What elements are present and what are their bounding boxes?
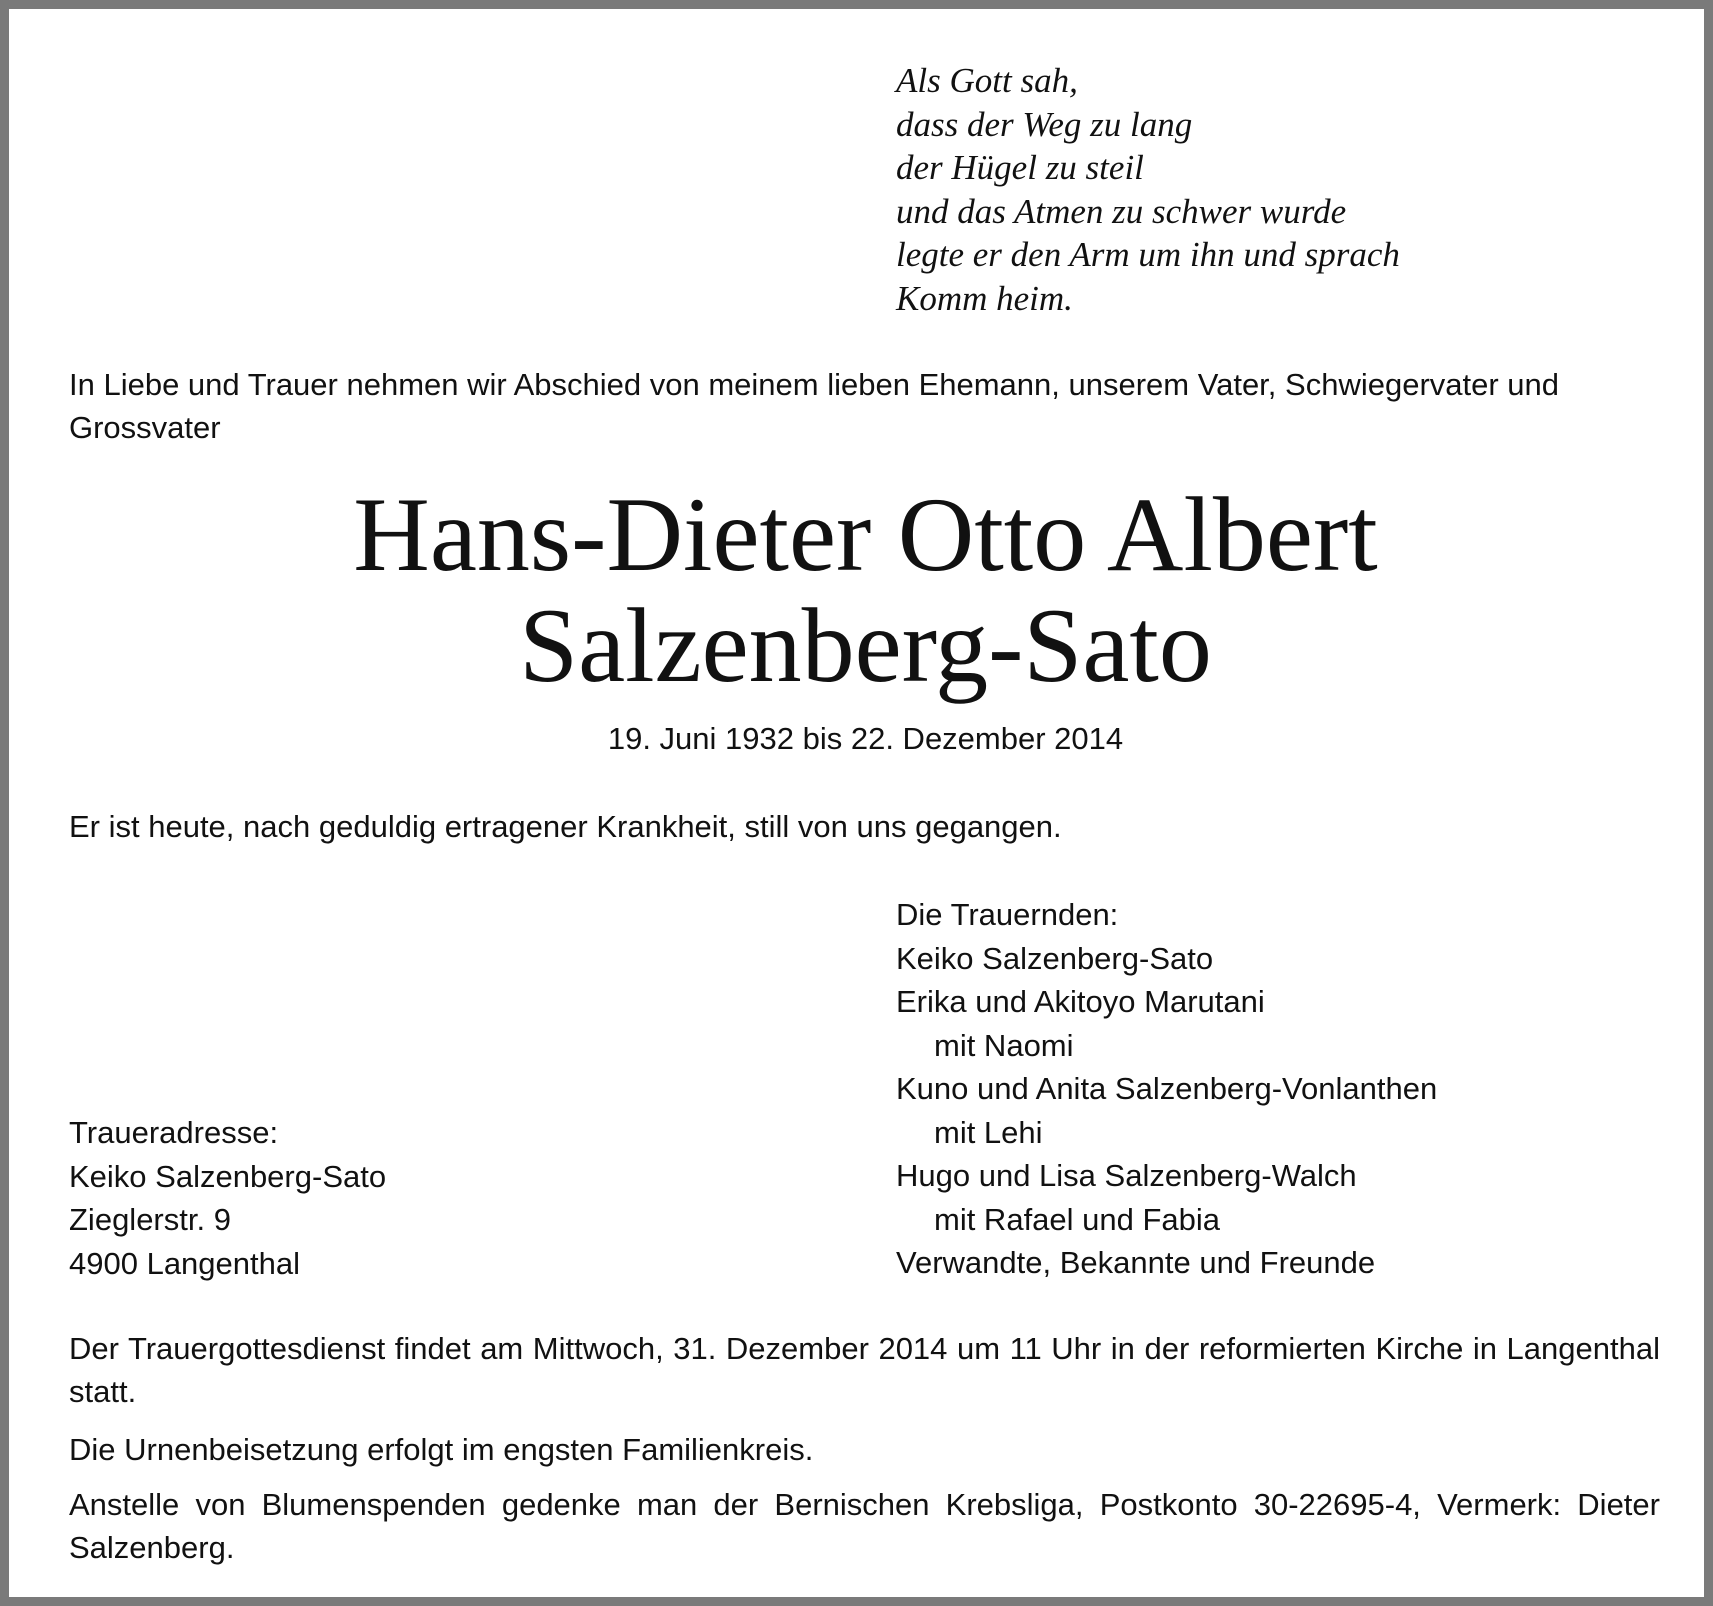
address-name: Keiko Salzenberg-Sato	[69, 1158, 387, 1194]
mourner-entry: Kuno und Anita Salzenberg-Vonlanthen	[896, 1071, 1438, 1106]
poem-line: Komm heim.	[896, 278, 1073, 318]
life-dates: 19. Juni 1932 bis 22. Dezember 2014	[607, 721, 1124, 756]
deceased-name	[9, 476, 1713, 704]
burial-notice: Die Urnenbeisetzung erfolgt im engsten Familienkreis.	[69, 1432, 814, 1467]
poem-line: der Hügel zu steil	[896, 148, 1144, 187]
address-heading: Traueradresse:	[69, 1115, 279, 1150]
mourners-heading: Die Trauernden:	[896, 897, 1119, 932]
deceased-name-line-2: Salzenberg-Sato	[519, 587, 1212, 704]
poem	[896, 59, 1400, 320]
passing-statement: Er ist heute, nach geduldig ertragener Krankheit, still von uns gegangen.	[69, 809, 1062, 844]
mourner-entry: mit Naomi	[934, 1027, 1074, 1063]
mourner-entry: mit Rafael und Fabia	[934, 1201, 1221, 1237]
deceased-name-line-1: Hans-Dieter Otto Albert	[353, 476, 1378, 593]
service-notice: Der Trauergottesdienst findet am Mittwoch, 31. Dezember 2014 um 11 Uhr in der reformierten Kirche in Langenthal statt.	[69, 1331, 1660, 1409]
mourner-entry: mit Lehi	[934, 1114, 1043, 1150]
poem-line: Als Gott sah,	[896, 61, 1078, 100]
intro-text: In Liebe und Trauer nehmen wir Abschied von meinem lieben Ehemann, unserem Vater, Schwiegervater und Grossvater	[69, 367, 1560, 445]
poem-line: und das Atmen zu schwer wurde	[896, 191, 1347, 231]
mourners-list	[896, 893, 1437, 1285]
poem-line: dass der Weg zu lang	[896, 104, 1193, 144]
address-street: Zieglerstr. 9	[69, 1202, 231, 1237]
mourner-entry: Keiko Salzenberg-Sato	[896, 940, 1214, 976]
mourner-entry: Verwandte, Bekannte und Freunde	[896, 1245, 1376, 1280]
address-city: 4900 Langenthal	[69, 1245, 301, 1281]
mourner-entry: Erika und Akitoyo Marutani	[896, 984, 1265, 1019]
poem-line: legte er den Arm um ihn und sprach	[896, 235, 1400, 274]
mourner-entry: Hugo und Lisa Salzenberg-Walch	[896, 1158, 1357, 1193]
mourning-address	[69, 1111, 386, 1285]
donation-notice: Anstelle von Blumenspenden gedenke man der Bernischen Krebsliga, Postkonto 30-22695-4, Vermerk: Dieter Salzenberg.	[69, 1487, 1660, 1565]
